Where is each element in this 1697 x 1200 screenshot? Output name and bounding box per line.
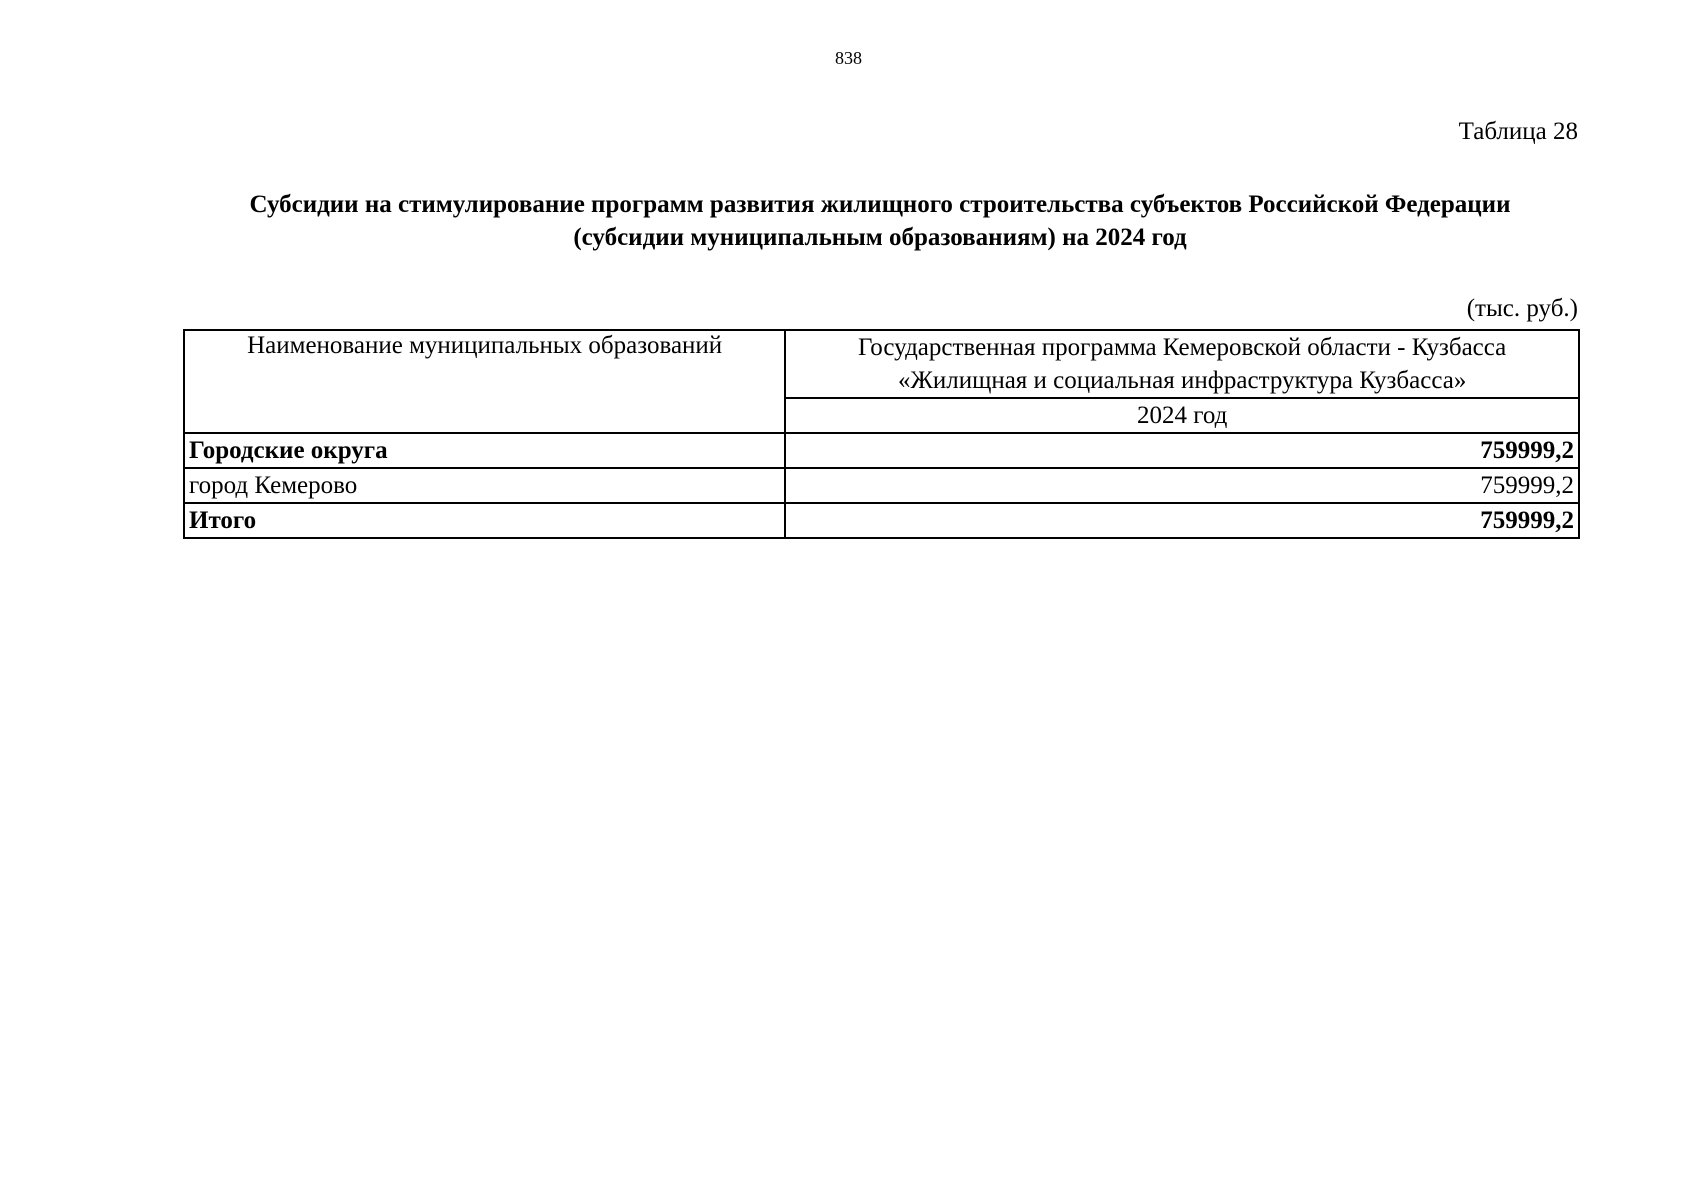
row-value: 759999,2 [785,433,1579,468]
header-program-line-2: «Жилищная и социальная инфраструктура Кузбасса» [897,367,1467,394]
row-value: 759999,2 [785,468,1579,503]
table-row-city-districts [184,433,1579,468]
header-program-line-1: Государственная программа Кемеровской области - Кузбасса [858,334,1507,361]
row-name: Итого [184,503,785,538]
table-label: Таблица 28 [1458,118,1578,145]
page-number: 838 [835,48,862,68]
subsidies-table [183,329,1580,539]
table-header-row [184,330,1579,398]
table-row-kemerovo [184,468,1579,503]
header-year: 2024 год [785,398,1579,433]
row-name: город Кемерово [184,468,785,503]
header-municipality-name: Наименование муниципальных образований [184,330,785,433]
document-title [180,188,1580,254]
row-name: Городские округа [184,433,785,468]
row-value: 759999,2 [785,503,1579,538]
title-line-2: (субсидии муниципальным образованиям) на 2024 год [573,224,1187,251]
header-program [785,330,1579,398]
units-label: (тыс. руб.) [1466,295,1578,322]
title-line-1: Субсидии на стимулирование программ развития жилищного строительства субъектов Российской Федерации [249,191,1511,218]
table-row-total [184,503,1579,538]
